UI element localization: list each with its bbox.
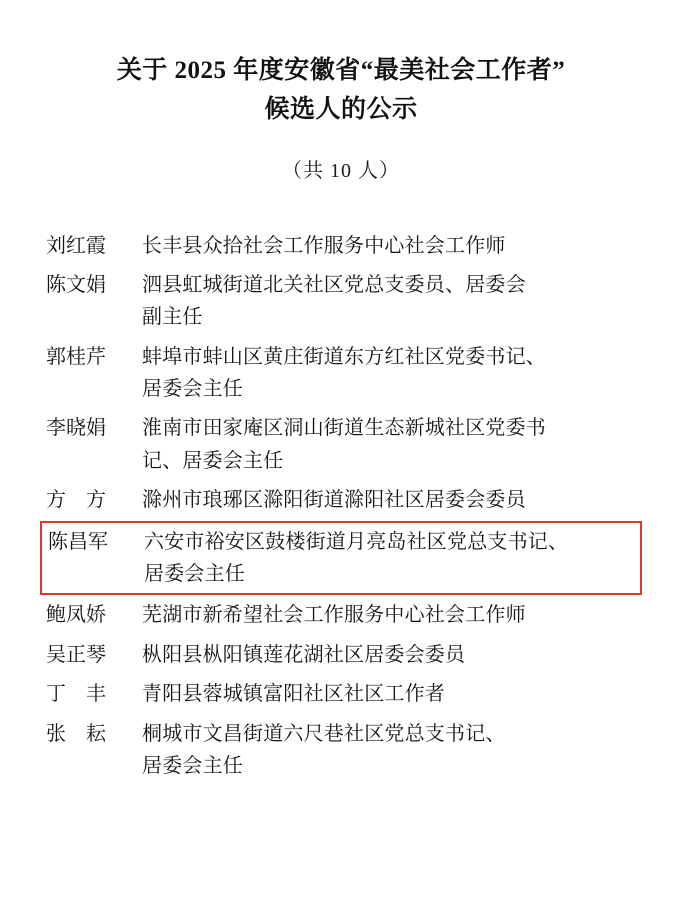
candidate-description-line: 居委会主任 <box>144 563 245 586</box>
candidate-description-line: 滁州市琅琊区滁阳街道滁阳社区居委会委员 <box>142 489 526 512</box>
list-item <box>40 675 642 713</box>
candidate-description-line: 蚌埠市蚌山区黄庄街道东方红社区党委书记、 <box>142 345 546 368</box>
candidate-description <box>142 639 636 671</box>
candidate-description <box>142 718 636 783</box>
candidate-name: 李晓娟 <box>46 417 106 440</box>
candidate-list <box>40 227 642 786</box>
list-item-inner <box>40 338 642 409</box>
candidate-name: 郭桂芹 <box>46 345 106 368</box>
candidate-name: 鲍凤娇 <box>46 604 106 627</box>
page-subtitle: （共 10 人） <box>282 159 400 182</box>
list-item-inner <box>40 715 642 786</box>
candidate-description-line: 六安市裕安区鼓楼街道月亮岛社区党总支书记、 <box>144 530 569 553</box>
candidate-description-line: 记、居委会主任 <box>142 449 284 472</box>
list-item <box>40 715 642 786</box>
candidate-description <box>142 484 636 516</box>
candidate-description <box>142 341 636 406</box>
list-item <box>40 338 642 409</box>
candidate-description-line: 副主任 <box>142 306 203 329</box>
list-item <box>40 596 642 634</box>
list-item <box>40 409 642 480</box>
list-item <box>40 481 642 519</box>
candidate-description-line: 长丰县众拾社会工作服务中心社会工作师 <box>142 234 506 257</box>
list-item-inner <box>40 481 642 519</box>
list-item-highlighted <box>40 521 642 596</box>
page-title-line-2: 候选人的公示 <box>264 95 418 123</box>
candidate-description-line: 桐城市文昌街道六尺巷社区党总支书记、 <box>142 722 506 745</box>
candidate-description <box>142 230 636 262</box>
candidate-description-line: 居委会主任 <box>142 754 243 777</box>
candidate-name: 张 耘 <box>46 722 106 745</box>
candidate-description-line: 芜湖市新希望社会工作服务中心社会工作师 <box>142 604 526 627</box>
candidate-name: 陈文娟 <box>46 273 106 296</box>
list-item <box>40 266 642 337</box>
candidate-description <box>142 599 636 631</box>
candidate-description <box>142 412 636 477</box>
candidate-description-line: 居委会主任 <box>142 378 243 401</box>
candidate-description <box>142 678 636 710</box>
candidate-name: 刘红霞 <box>46 234 106 257</box>
list-item <box>40 636 642 674</box>
list-item-inner <box>40 409 642 480</box>
page-title <box>61 52 621 130</box>
candidate-description-line: 青阳县蓉城镇富阳社区社区工作者 <box>142 683 445 706</box>
list-item-inner <box>40 227 642 265</box>
candidate-description-line: 枞阳县枞阳镇莲花湖社区居委会委员 <box>142 643 466 666</box>
list-item-inner <box>40 675 642 713</box>
candidate-description-line: 泗县虹城街道北关社区党总支委员、居委会 <box>142 273 526 296</box>
candidate-description <box>144 526 634 591</box>
list-item-inner <box>40 521 642 596</box>
page-title-line-1: 关于 2025 年度安徽省“最美社会工作者” <box>116 57 566 84</box>
candidate-name: 陈昌军 <box>48 530 108 553</box>
list-item-inner <box>40 636 642 674</box>
list-item-inner <box>40 266 642 337</box>
candidate-name: 丁 丰 <box>46 683 106 706</box>
candidate-name: 方 方 <box>46 489 106 512</box>
candidate-description <box>142 269 636 334</box>
list-item <box>40 227 642 265</box>
candidate-description-line: 淮南市田家庵区洞山街道生态新城社区党委书 <box>142 417 546 440</box>
candidate-name: 吴正琴 <box>46 643 106 666</box>
list-item-inner <box>40 596 642 634</box>
